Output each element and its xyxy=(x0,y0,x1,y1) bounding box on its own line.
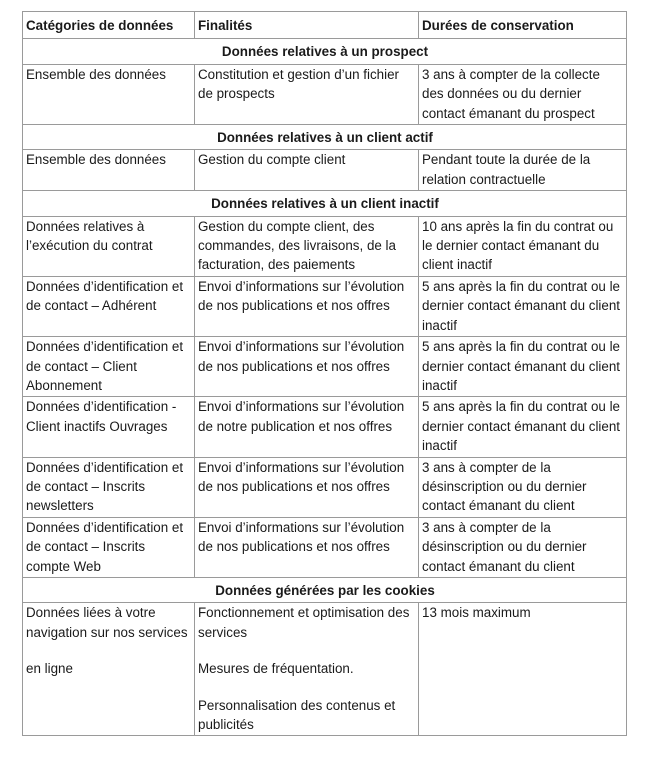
table-row xyxy=(23,517,627,577)
header-purpose: Finalités xyxy=(195,12,419,39)
purpose-cell xyxy=(195,603,419,736)
data-retention-table xyxy=(22,11,627,736)
purpose-cell: Constitution et gestion d’un fichier de prospects xyxy=(195,64,419,124)
purpose-text: Mesures de fréquentation. xyxy=(198,661,354,677)
table-row xyxy=(23,397,627,457)
category-cell: Données d’identification et de contact – Adhérent xyxy=(23,276,195,336)
table-row xyxy=(23,150,627,191)
section-title-prospect: Données relatives à un prospect xyxy=(23,39,627,64)
table-row xyxy=(23,603,627,736)
retention-cell: Pendant toute la durée de la relation contractuelle xyxy=(419,150,627,191)
table-header-row xyxy=(23,12,627,39)
retention-cell: 3 ans à compter de la collecte des données ou du dernier contact émanant du prospect xyxy=(419,64,627,124)
purpose-text: Personnalisation des contenus et publicités xyxy=(198,697,396,732)
retention-cell: 3 ans à compter de la désinscription ou du dernier contact émanant du client xyxy=(419,457,627,517)
category-cell: Ensemble des données xyxy=(23,64,195,124)
retention-cell: 13 mois maximum xyxy=(419,603,627,736)
header-category: Catégories de données xyxy=(23,12,195,39)
retention-cell: 5 ans après la fin du contrat ou le dernier contact émanant du client inactif xyxy=(419,276,627,336)
category-cell: Données d’identification et de contact – Client Abonnement xyxy=(23,337,195,397)
category-text: en ligne xyxy=(26,661,73,677)
category-cell xyxy=(23,603,195,736)
retention-cell: 10 ans après la fin du contrat ou le dernier contact émanant du client inactif xyxy=(419,216,627,276)
purpose-cell: Envoi d’informations sur l’évolution de nos publications et nos offres xyxy=(195,276,419,336)
category-cell: Données d’identification - Client inactifs Ouvrages xyxy=(23,397,195,457)
purpose-cell: Envoi d’informations sur l’évolution de notre publication et nos offres xyxy=(195,397,419,457)
section-row-inactive xyxy=(23,191,627,216)
purpose-cell: Envoi d’informations sur l’évolution de nos publications et nos offres xyxy=(195,337,419,397)
category-cell: Données relatives à l’exécution du contrat xyxy=(23,216,195,276)
purpose-cell: Gestion du compte client, des commandes, des livraisons, de la facturation, des paiements xyxy=(195,216,419,276)
purpose-cell: Envoi d’informations sur l’évolution de nos publications et nos offres xyxy=(195,517,419,577)
section-title-inactive: Données relatives à un client inactif xyxy=(23,191,627,216)
header-retention: Durées de conservation xyxy=(419,12,627,39)
retention-cell: 5 ans après la fin du contrat ou le dernier contact émanant du client inactif xyxy=(419,397,627,457)
category-text: Données liées à votre navigation sur nos services xyxy=(26,605,188,640)
retention-cell: 3 ans à compter de la désinscription ou du dernier contact émanant du client xyxy=(419,517,627,577)
category-cell: Données d’identification et de contact – Inscrits compte Web xyxy=(23,517,195,577)
table-row xyxy=(23,64,627,124)
purpose-cell: Gestion du compte client xyxy=(195,150,419,191)
retention-cell: 5 ans après la fin du contrat ou le dernier contact émanant du client inactif xyxy=(419,337,627,397)
section-row-prospect xyxy=(23,39,627,64)
table-row xyxy=(23,337,627,397)
table-row xyxy=(23,457,627,517)
purpose-text: Fonctionnement et optimisation des services xyxy=(198,605,410,640)
section-title-cookies: Données générées par les cookies xyxy=(23,577,627,602)
section-row-active xyxy=(23,125,627,150)
purpose-cell: Envoi d’informations sur l’évolution de nos publications et nos offres xyxy=(195,457,419,517)
section-title-active: Données relatives à un client actif xyxy=(23,125,627,150)
table-row xyxy=(23,276,627,336)
table-row xyxy=(23,216,627,276)
category-cell: Données d’identification et de contact – Inscrits newsletters xyxy=(23,457,195,517)
section-row-cookies xyxy=(23,577,627,602)
category-cell: Ensemble des données xyxy=(23,150,195,191)
